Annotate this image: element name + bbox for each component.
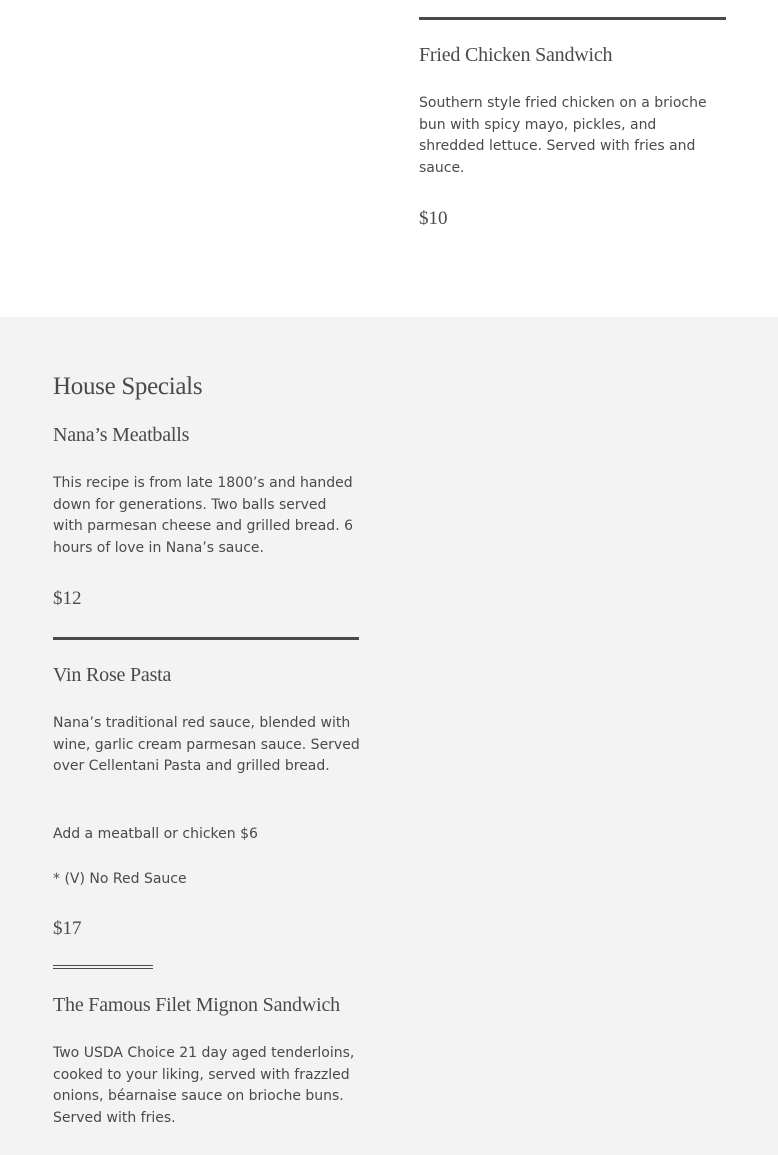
- vin-rose-pasta-title: Vin Rose Pasta: [53, 664, 172, 686]
- house-specials-section: [0, 317, 778, 1155]
- item-divider: [53, 637, 359, 640]
- item-divider-short: [53, 965, 153, 969]
- fried-chicken-sandwich-description: Southern style fried chicken on a brioche bun with spicy mayo, pickles, and shredded lettuce. Served with fries and sauce.: [419, 95, 707, 177]
- item-divider: [419, 17, 726, 20]
- vin-rose-pasta-price: $17: [53, 918, 82, 939]
- top-menu-section: [0, 0, 778, 317]
- house-specials-heading: House Specials: [53, 373, 203, 400]
- nanas-meatballs-description: This recipe is from late 1800’s and handed down for generations. Two balls served with parmesan cheese and grilled bread. 6 hours of love in Nana’s sauce.: [53, 475, 354, 557]
- filet-mignon-sandwich-title: The Famous Filet Mignon Sandwich: [53, 994, 340, 1016]
- filet-mignon-sandwich-description: Two USDA Choice 21 day aged tenderloins, cooked to your liking, served with frazzled onions, béarnaise sauce on brioche buns. Served with fries.: [53, 1045, 355, 1127]
- vin-rose-pasta-addon: Add a meatball or chicken $6: [53, 826, 258, 842]
- nanas-meatballs-price: $12: [53, 588, 82, 609]
- fried-chicken-sandwich-price: $10: [419, 208, 448, 229]
- nanas-meatballs-title: Nana’s Meatballs: [53, 424, 190, 446]
- vin-rose-pasta-description: Nana’s traditional red sauce, blended with wine, garlic cream parmesan sauce. Served over Cellentani Pasta and grilled bread.: [53, 715, 360, 775]
- fried-chicken-sandwich-title: Fried Chicken Sandwich: [419, 44, 613, 66]
- vin-rose-pasta-note: * (V) No Red Sauce: [53, 871, 187, 887]
